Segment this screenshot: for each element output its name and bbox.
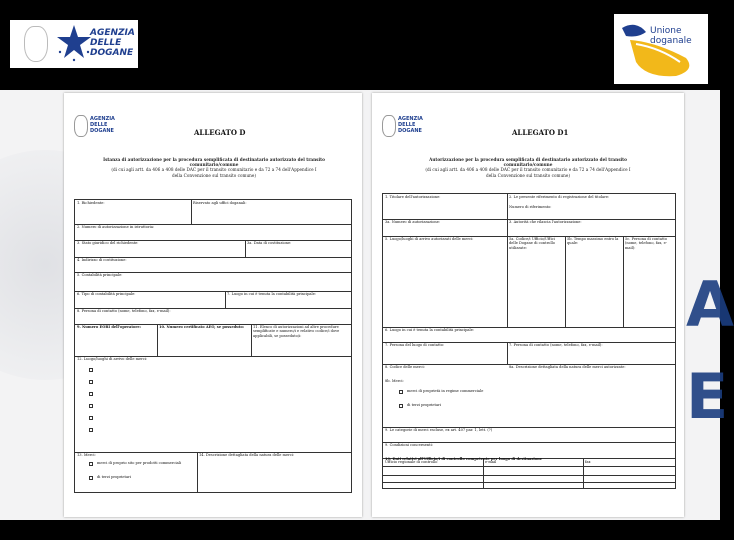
field-numero-autorizzazione: 3a. Numero di autorizzazione:	[385, 220, 441, 224]
field-riferimento-registrazione: 2. Le presente riferimento di registrazione del titolare:	[509, 195, 610, 199]
field-numero-riferimento: Numero di riferimento:	[509, 205, 552, 209]
column-fax: fax	[585, 460, 591, 464]
document-logo	[382, 115, 452, 137]
checkbox	[89, 404, 93, 408]
field-numero-autorizzazione: 2. Numero di autorizzazione in istruttoria:	[77, 225, 155, 229]
field-luoghi-arrivo: 5. Luogo/luoghi di arrivo autorizzati delle merci:	[385, 237, 474, 241]
allegato-d-document	[64, 93, 362, 517]
agenzia-dogane-wordmark: AGENZIA DELLE DOGANE	[90, 28, 135, 58]
field-condizioni: 9. Condizioni concernenti:	[385, 443, 433, 447]
emblem-icon	[74, 115, 88, 137]
field-titolare: 1. Titolare dell'autorizzazione:	[385, 195, 441, 199]
checkbox	[89, 476, 93, 480]
checkbox	[399, 390, 403, 394]
checkbox	[89, 380, 93, 384]
field-codice-merci: 8. Codice delle merci:	[385, 365, 425, 369]
field-codice-ufficio: 5a. Codice/i Ufficio/Uffici delle Dogane di controllo utilizzate:	[509, 237, 555, 250]
field-persona-contatto: 8. Persona di contatto (nome, telefono, fax, e-mail):	[77, 309, 171, 313]
option-terzi-proprietari: di terzi proprietari	[97, 475, 131, 479]
form-grid	[382, 193, 676, 489]
field-merci: 8b. Merci:	[385, 379, 404, 383]
unione-doganale-logo	[614, 14, 708, 84]
field-tipo-contabilita: 6. Tipo di contabilità principale:	[77, 292, 136, 296]
checkbox	[89, 416, 93, 420]
emblem-icon	[382, 115, 396, 137]
star-icon	[54, 22, 94, 62]
field-luogo-arrivo: 12. Luogo/luoghi di arrivo delle merci:	[77, 357, 148, 361]
field-ufficio-controllo: 10. Dati relativi all'Ufficio/i di controllo competente per luogo di destinazione	[385, 457, 543, 461]
field-stato-giuridico: 3. Stato giuridico del richiedente:	[77, 241, 139, 245]
field-data-costituzione: 3a. Data di costituzione:	[247, 241, 292, 245]
form-grid	[74, 199, 352, 493]
field-persona-luogo: 7. Persona del luogo di contatto:	[385, 343, 445, 347]
field-categorie-escluse: 9. Le categorie di merci escluse, ex art. 407 par. 1, lett. (?)	[385, 428, 493, 432]
field-persona-contatto: 5c. Persona di contatto (nome, telefono, fax, e-mail):	[625, 237, 668, 250]
field-luogo-contabilita: 6. Luogo in cui è tenuta la contabilità principale:	[385, 328, 475, 332]
field-descrizione-merci: 14. Descrizione dettagliata della natura delle merci:	[199, 453, 295, 457]
agency-name: AGENZIA DELLE DOGANE	[398, 116, 423, 134]
option-merci-proprieta: merci di proprietà in regime commerciale	[407, 389, 484, 393]
document-title: Istanza di autorizzazione per la procedura semplificata di destinatario autorizzato del transito comunitario/comune (di cui agli artt. da 406 a 408 delle DAC per il transito comunitario e da 72 a 74 dell'Appendice I della Convenzione sul transito comune)	[103, 157, 325, 178]
field-merci: 13. Merci:	[77, 453, 96, 457]
republic-emblem-icon	[24, 26, 48, 62]
unione-doganale-wordmark: Unione doganale	[650, 26, 692, 46]
field-luogo-contabilita: 7. Luogo in cui è tenuta la contabilità principale:	[227, 292, 317, 296]
checkbox	[89, 368, 93, 372]
field-riservato: Riservato agli uffici doganali:	[193, 201, 247, 205]
field-contabilita: 5. Contabilità principale:	[77, 273, 123, 277]
document-title: Autorizzazione per la procedura semplificata di destinatario autorizzato del transito comunitario/comune (di cui agli artt. da 406 a 408 delle DAC per il transito comunitario e da 72 a 74 dell'Appendice I della Convenzione sul transito comune)	[425, 157, 631, 178]
field-elenco-autorizzazioni: 11. Elenco di autorizzazioni ad altre procedure semplificate e numero/i e relativo codice/i dove applicabili, se posseduto/i:	[253, 325, 340, 338]
field-richiedente: 1. Richiedente:	[77, 201, 105, 205]
checkbox	[399, 404, 403, 408]
document-logo	[74, 115, 144, 137]
option-merci-proprio-sito: merci di proprio sito per prodotti commerciali	[97, 461, 182, 465]
field-eori: 9. Numero EORI dell'operatore:	[77, 325, 141, 329]
checkbox	[89, 392, 93, 396]
column-email: e-mail	[485, 460, 497, 464]
column-ufficio-regionale: Ufficio regionale di controllo	[385, 460, 438, 464]
agency-name: AGENZIA DELLE DOGANE	[90, 116, 115, 134]
watermark-letter-e: E	[686, 360, 729, 433]
checkbox	[89, 462, 93, 466]
watermark-letter-a: A	[686, 268, 734, 341]
field-autorita: 3. Autorità che rilascia l'autorizzazione:	[509, 220, 582, 224]
field-aeo: 10. Numero certificato AEO, se posseduto:	[159, 325, 245, 329]
field-descrizione-merci: 8a. Descrizione dettagliata della natura delle merci autorizzate:	[509, 365, 626, 369]
allegato-d1-document	[372, 93, 684, 517]
allegato-heading: ALLEGATO D	[194, 128, 246, 137]
checkbox	[89, 428, 93, 432]
field-tempo-massimo: 5b. Tempo massimo entro la quale:	[567, 237, 619, 246]
option-terzi-proprietari: di terzi proprietari	[407, 403, 441, 407]
allegato-heading: ALLEGATO D1	[512, 128, 569, 137]
agenzia-dogane-logo	[10, 20, 138, 68]
field-persona-contatto-2: 7. Persona di contatto (nome, telefono, fax, e-mail):	[509, 343, 603, 347]
field-indirizzo: 4. Indirizzo di costituzione:	[77, 258, 127, 262]
